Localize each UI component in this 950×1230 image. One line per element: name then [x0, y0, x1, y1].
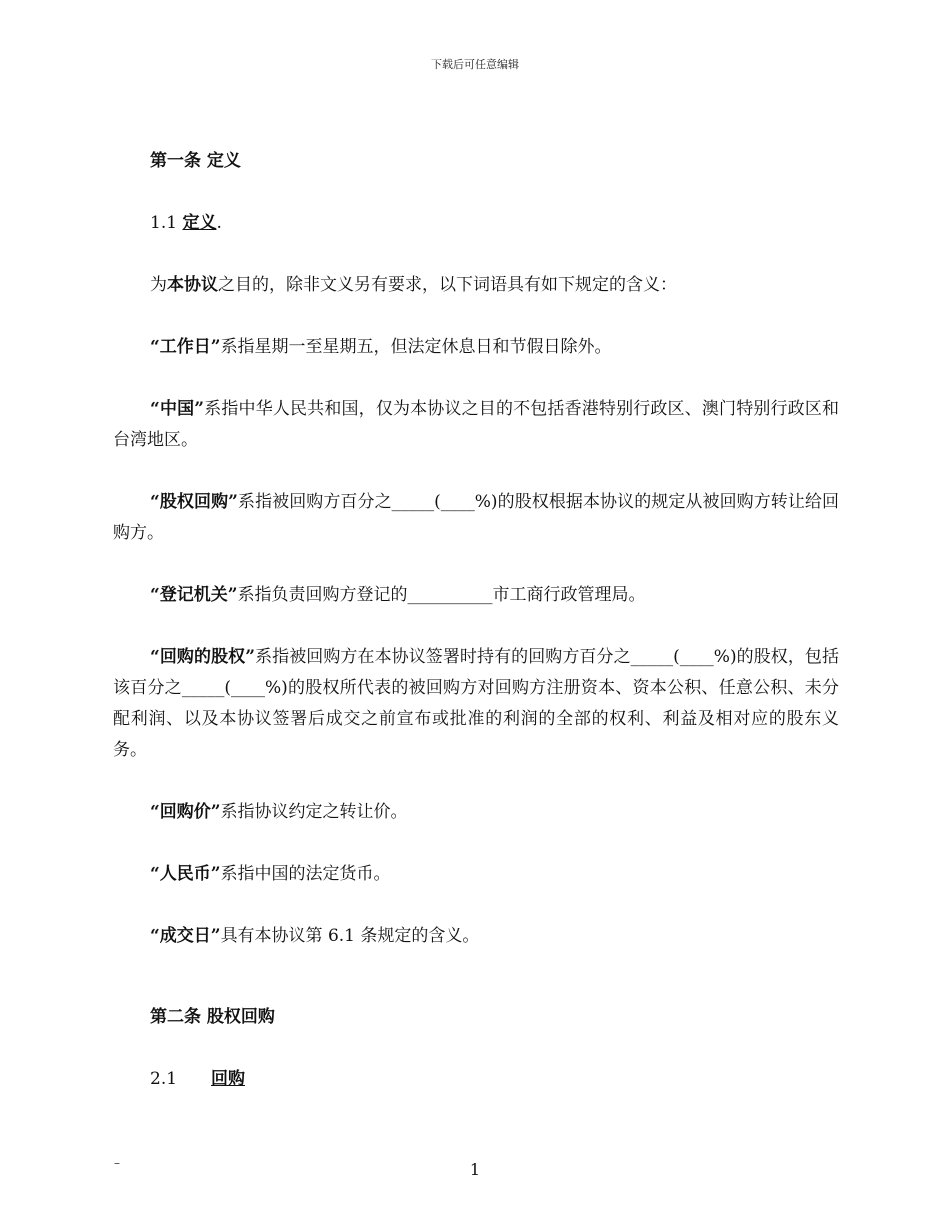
- document-body: [113, 146, 839, 1095]
- definition-item: [113, 580, 839, 611]
- definition-text: 系指中华人民共和国，仅为本协议之目的不包括香港特别行政区、澳门特别行政区和台湾地区。: [113, 399, 839, 450]
- definition-item: [113, 859, 839, 890]
- definition-text: 系指协议约定之转让价。: [220, 802, 408, 822]
- definition-term: “工作日”: [150, 337, 221, 357]
- definition-item: [113, 642, 839, 766]
- article-2-heading: 第二条 股权回购: [150, 1007, 275, 1027]
- definition-text: 系指中国的法定货币。: [220, 864, 391, 884]
- page-number: 1: [469, 1160, 481, 1179]
- definition-term: “中国”: [150, 399, 205, 419]
- definition-term: “股权回购”: [150, 492, 238, 512]
- section-1-1-suffix: .: [216, 213, 222, 233]
- definition-item: [113, 487, 839, 549]
- intro-bold-term: 本协议: [167, 275, 218, 295]
- article-1-heading: 第一条 定义: [150, 151, 241, 171]
- definition-term: “登记机关”: [150, 585, 238, 605]
- definition-text: 系指被回购方在本协议签署时持有的回购方百分之_____(____%)的股权，包括该百分之_____(____%)的股权所代表的被回购方对回购方注册资本、资本公积、任意公积、未分配利润、以及本协议签署后成交之前宣布或批准的利润的全部的权利、利益及相对应的股东义务。: [113, 647, 840, 760]
- section-2-1-label: 回购: [211, 1069, 245, 1089]
- definition-term: “回购价”: [150, 802, 221, 822]
- definition-item: [113, 797, 839, 828]
- definition-text: 系指被回购方百分之_____(____%)的股权根据本协议的规定从被回购方转让给回购方。: [113, 492, 839, 543]
- definition-text: 系指星期一至星期五，但法定休息日和节假日除外。: [220, 337, 612, 357]
- section-2-1-number: 2.1: [150, 1069, 178, 1089]
- footer-mark: –: [114, 1156, 120, 1170]
- definition-term: “成交日”: [150, 926, 221, 946]
- section-1-1-title: [150, 208, 839, 239]
- definition-item: [113, 394, 839, 456]
- section-2-1-title: [150, 1064, 839, 1095]
- section-1-1-number: 1.1: [150, 213, 183, 233]
- definitions-intro: 为本协议之目的，除非文义另有要求，以下词语具有如下规定的含义：: [150, 275, 677, 295]
- page-header: 下载后可任意编辑: [431, 58, 519, 71]
- definition-term: “回购的股权”: [150, 647, 255, 667]
- definition-text: 具有本协议第 6.1 条规定的含义。: [220, 926, 480, 946]
- definition-item: [113, 332, 839, 363]
- section-1-1-label: 定义: [182, 213, 217, 233]
- definition-text: 系指负责回购方登记的__________市工商行政管理局。: [237, 585, 646, 605]
- definition-term: “人民币”: [150, 864, 221, 884]
- definition-item: [113, 921, 839, 952]
